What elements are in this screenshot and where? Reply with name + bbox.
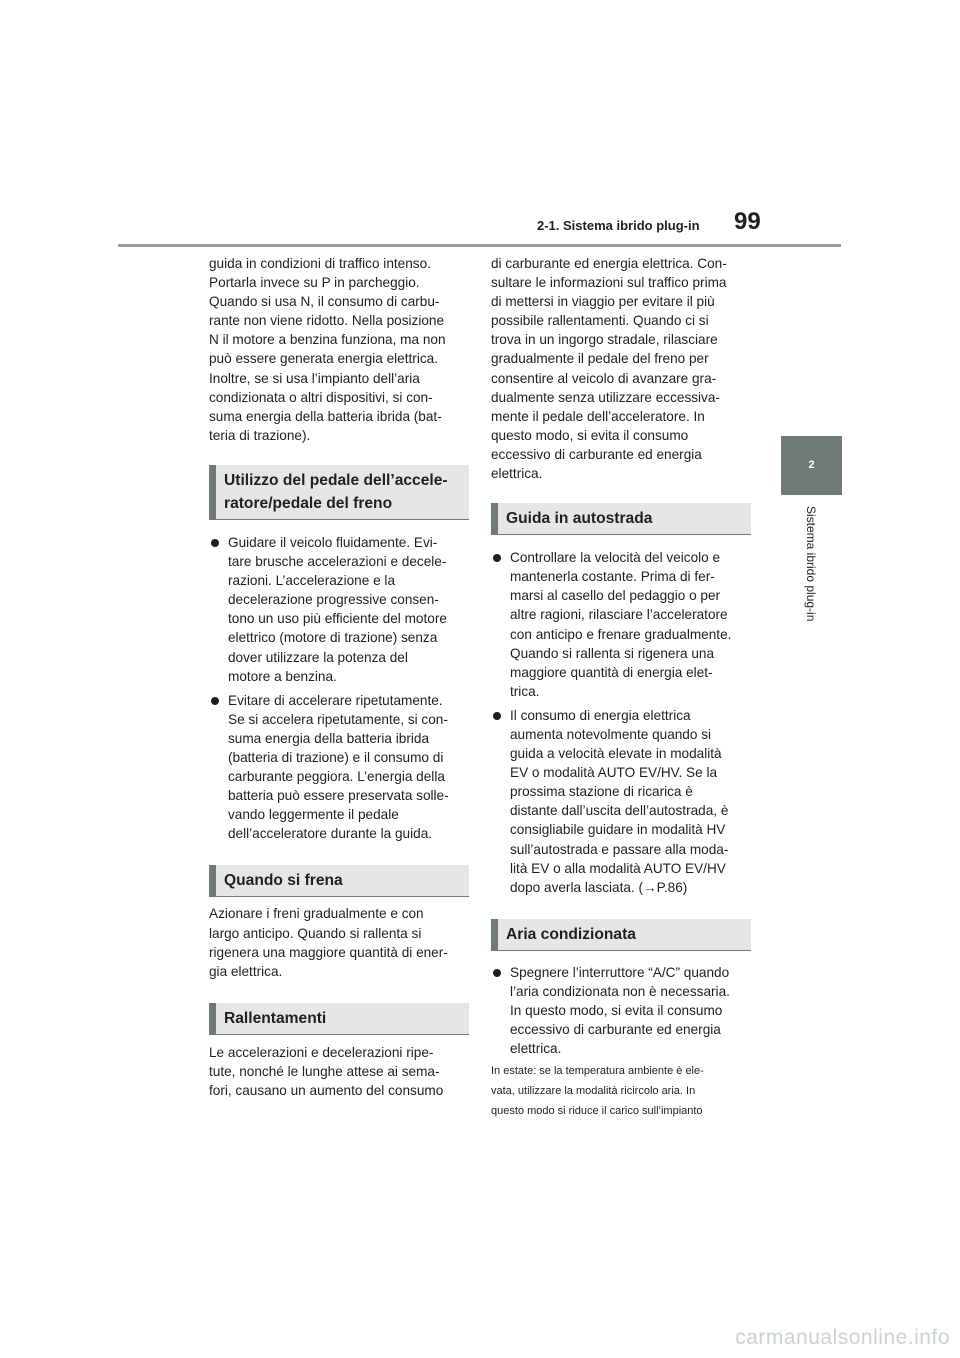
bullet-text: [228, 533, 469, 686]
bullet-dot-icon: [493, 712, 501, 720]
text-line: suma energia della batteria ibrida (bat-: [209, 408, 442, 424]
heading-braking: Quando si frena: [209, 865, 469, 897]
continued-paragraph: [491, 254, 751, 483]
summer-note: [491, 1061, 751, 1121]
text-line: elettrico (motore di trazione) senza: [228, 630, 438, 646]
bullet-dot-icon: [211, 697, 219, 705]
text-line: largo anticipo. Quando si rallenta si: [209, 925, 422, 941]
text-line: Azionare i freni gradualmente e con: [209, 906, 424, 922]
text-line: teria di trazione).: [209, 427, 311, 443]
text-line: In questo modo, si evita il consumo: [510, 1003, 723, 1018]
text-line: gia elettrica.: [209, 963, 283, 979]
chapter-tab: 2: [781, 436, 842, 495]
right-column: [491, 254, 751, 1121]
slowdowns-paragraph: [209, 1043, 469, 1100]
text-line: Portarla invece su P in parcheggio.: [209, 275, 420, 291]
text-line: eccessivo di carburante ed energia: [491, 446, 702, 462]
text-line: tono un uso più efficiente del motore: [228, 611, 447, 627]
text-line: Quando si rallenta si rigenera una: [510, 645, 715, 661]
text-line: razioni. L’accelerazione e la: [228, 573, 396, 589]
text-line: gradualmente il pedale del freno per: [491, 351, 709, 367]
bullet-text: [510, 963, 751, 1058]
text-line: guida a velocità elevate in modalità: [510, 746, 722, 762]
text-line: altre ragioni, rilasciare l’acceleratore: [510, 607, 728, 623]
text-line: suma energia della batteria ibrida: [228, 730, 430, 746]
text-line: rigenera una maggiore quantità di ener-: [209, 944, 448, 960]
text-line: dopo averla lasciata. (→P.86): [510, 879, 688, 895]
bullet-text: [228, 691, 469, 844]
text-line: trica.: [510, 683, 540, 699]
text-line: EV o modalità AUTO EV/HV. Se la: [510, 765, 718, 781]
text-line: Controllare la velocità del veicolo e: [510, 550, 721, 566]
bullet-high-speed-consumption: [491, 706, 751, 897]
bullet-smooth-driving: [209, 533, 469, 686]
text-line: vando leggermente il pedale: [228, 807, 399, 823]
text-line: elettrica.: [491, 466, 543, 482]
text-line: Quando si usa N, il consumo di carbu-: [209, 294, 440, 310]
text-line: fori, causano un aumento del consumo: [209, 1083, 444, 1098]
text-line: Guidare il veicolo fluidamente. Evi-: [228, 534, 438, 550]
text-line: Spegnere l’interruttore “A/C” quando: [510, 964, 730, 980]
text-line: dover utilizzare la potenza del: [228, 649, 408, 665]
text-line: In estate: se la temperatura ambiente è ele-: [491, 1065, 704, 1078]
text-line: decelerazione progressive consen-: [228, 592, 439, 608]
heading-highway: Guida in autostrada: [491, 503, 751, 535]
text-line: dualmente senza utilizzare eccessiva-: [491, 389, 720, 405]
bullet-text: [510, 548, 751, 701]
text-line: possibile rallentamenti. Quando ci si: [491, 313, 709, 329]
text-line: prossima stazione di ricarica è: [510, 784, 693, 800]
text-line: Se si accelera ripetutamente, si con-: [228, 711, 448, 727]
text-line: trova in un ingorgo stradale, rilasciare: [491, 332, 718, 348]
text-line: rante non viene ridotto. Nella posizione: [209, 313, 445, 329]
intro-paragraph: [209, 254, 469, 445]
text-line: consigliabile guidare in modalità HV: [510, 822, 726, 838]
text-line: distante dall’uscita dell’autostrada, è: [510, 803, 729, 819]
text-line: Il consumo di energia elettrica: [510, 707, 691, 723]
text-line: Inoltre, se si usa l’impianto dell’aria: [209, 370, 420, 386]
text-line: carburante peggiora. L’energia della: [228, 769, 445, 785]
braking-paragraph: [209, 904, 469, 980]
text-line: tute, nonché le lunghe attese ai sema-: [209, 1063, 440, 1079]
bullet-dot-icon: [211, 539, 219, 547]
bullet-avoid-acceleration: [209, 691, 469, 844]
text-line: (batteria di trazione) e il consumo di: [228, 749, 444, 765]
bullet-constant-speed: [491, 548, 751, 701]
text-line: può essere generata energia elettrica.: [209, 351, 438, 367]
text-line: N il motore a benzina funziona, ma non: [209, 332, 446, 348]
text-line: eccessivo di carburante ed energia: [510, 1022, 721, 1038]
chapter-label: Sistema ibrido plug-in: [804, 506, 818, 622]
text-line: di carburante ed energia elettrica. Con-: [491, 256, 727, 271]
text-line: lità EV o alla modalità AUTO EV/HV: [510, 860, 726, 876]
text-line: maggiore quantità di energia elet-: [510, 664, 713, 680]
text-line: mente il pedale dell’acceleratore. In: [491, 408, 705, 424]
text-line: vata, utilizzare la modalità ricircolo aria. In: [491, 1085, 696, 1098]
section-header: 2-1. Sistema ibrido plug-in: [537, 218, 700, 233]
bullet-dot-icon: [493, 969, 501, 977]
text-line: con anticipo e frenare gradualmente.: [510, 626, 732, 642]
text-line: dell’acceleratore durante la guida.: [228, 826, 433, 842]
left-column: [209, 254, 469, 1100]
text-line: mantenerla costante. Prima di fer-: [510, 569, 715, 585]
text-line: Le accelerazioni e decelerazioni ripe-: [209, 1044, 434, 1060]
heading-air-conditioning: Aria condizionata: [491, 919, 751, 951]
text-line: Evitare di accelerare ripetutamente.: [228, 692, 443, 708]
text-line: batteria può essere preservata solle-: [228, 788, 449, 804]
text-line: sull’autostrada e passare alla moda-: [510, 841, 729, 857]
text-line: marsi al casello del pedaggio o per: [510, 588, 721, 604]
text-line: aumenta notevolmente quando si: [510, 726, 712, 742]
text-line: consentire al veicolo di avanzare gra-: [491, 370, 717, 386]
text-line: motore a benzina.: [228, 668, 337, 684]
text-line: Utilizzo del pedale dell’accele-: [224, 471, 448, 489]
header-divider: [118, 244, 841, 247]
text-line: condizionata o altri dispositivi, si con-: [209, 389, 433, 405]
text-line: questo modo, si evita il consumo: [491, 427, 689, 443]
page-number: 99: [734, 208, 761, 235]
bullet-ac-switch: [491, 963, 751, 1058]
heading-pedals: [209, 465, 469, 520]
text-line: questo modo si riduce il carico sull’impianto: [491, 1105, 703, 1118]
bullet-dot-icon: [493, 554, 501, 562]
text-line: l’aria condizionata non è necessaria.: [510, 983, 730, 999]
text-line: tare brusche accelerazioni e decele-: [228, 554, 447, 570]
text-line: di mettersi in viaggio per evitare il più: [491, 294, 715, 310]
text-line: elettrica.: [510, 1041, 562, 1057]
bullet-text: [510, 706, 751, 897]
text-line: sultare le informazioni sul traffico prima: [491, 275, 727, 291]
text-line: ratore/pedale del freno: [224, 494, 393, 512]
text-line: guida in condizioni di traffico intenso.: [209, 256, 431, 271]
heading-slowdowns: Rallentamenti: [209, 1003, 469, 1035]
watermark-logo: carmanualsonline.info: [735, 1326, 950, 1349]
